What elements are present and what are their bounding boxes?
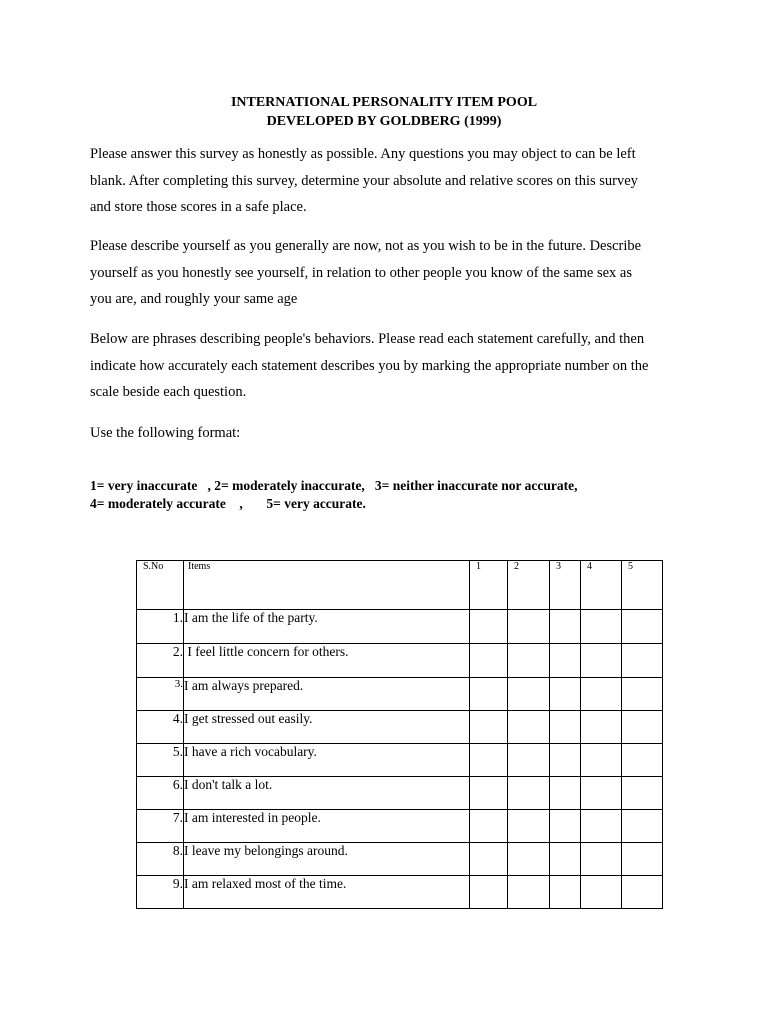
row-item-statement: I leave my belongings around.: [184, 843, 470, 876]
paragraph-line: blank. After completing this survey, determine your absolute and relative scores on this survey: [90, 172, 638, 189]
rating-cell-5[interactable]: [622, 644, 663, 678]
rating-cell-2[interactable]: [508, 777, 550, 810]
paragraph-format-intro: [90, 420, 690, 447]
rating-cell-1[interactable]: [470, 678, 508, 711]
row-serial-number: 3.: [137, 678, 184, 711]
rating-cell-1[interactable]: [470, 744, 508, 777]
paragraph-line: Please describe yourself as you generally are now, not as you wish to be in the future. Describe: [90, 238, 642, 254]
rating-cell-4[interactable]: [581, 610, 622, 644]
rating-cell-2[interactable]: [508, 843, 550, 876]
document-title-line-2: DEVELOPED BY GOLDBERG (1999): [266, 114, 502, 129]
row-serial-number: 2.: [137, 644, 184, 678]
rating-cell-5[interactable]: [622, 876, 663, 909]
row-serial-number: 6.: [137, 777, 184, 810]
rating-cell-5[interactable]: [622, 711, 663, 744]
survey-table: [136, 560, 663, 909]
rating-cell-3[interactable]: [550, 644, 581, 678]
rating-cell-4[interactable]: [581, 678, 622, 711]
rating-cell-5[interactable]: [622, 744, 663, 777]
row-serial-number: 8.: [137, 843, 184, 876]
rating-cell-4[interactable]: [581, 777, 622, 810]
row-serial-number: 4.: [137, 711, 184, 744]
rating-cell-5[interactable]: [622, 610, 663, 644]
row-serial-number: 5.: [137, 744, 184, 777]
rating-cell-3[interactable]: [550, 810, 581, 843]
rating-cell-4[interactable]: [581, 843, 622, 876]
row-item-statement: I am interested in people.: [184, 810, 470, 843]
rating-cell-5[interactable]: [622, 777, 663, 810]
rating-cell-2[interactable]: [508, 610, 550, 644]
rating-cell-2[interactable]: [508, 810, 550, 843]
table-row: [137, 876, 663, 909]
rating-cell-3[interactable]: [550, 777, 581, 810]
rating-cell-1[interactable]: [470, 777, 508, 810]
rating-cell-1[interactable]: [470, 843, 508, 876]
rating-cell-3[interactable]: [550, 876, 581, 909]
paragraph-line: and store those scores in a safe place.: [90, 199, 307, 215]
paragraph-instructions-3: [90, 326, 690, 406]
header-rating-1: 1: [470, 561, 508, 610]
paragraph-line: you are, and roughly your same age: [90, 291, 298, 307]
rating-cell-4[interactable]: [581, 644, 622, 678]
table-row: [137, 744, 663, 777]
header-items: Items: [184, 561, 470, 610]
paragraph-line: Please answer this survey as honestly as possible. Any questions you may object to can be left: [90, 146, 636, 162]
paragraph-instructions-1: [90, 141, 690, 221]
rating-cell-3[interactable]: [550, 843, 581, 876]
row-item-statement: I get stressed out easily.: [184, 711, 470, 744]
row-serial-number: 7.: [137, 810, 184, 843]
rating-cell-5[interactable]: [622, 810, 663, 843]
row-item-statement: I am relaxed most of the time.: [184, 876, 470, 909]
row-item-statement: I am the life of the party.: [184, 610, 470, 644]
rating-cell-3[interactable]: [550, 678, 581, 711]
table-header-row: [137, 561, 663, 610]
scale-legend-line-1: 1= very inaccurate , 2= moderately inaccurate, 3= neither inaccurate nor accurate,: [90, 478, 578, 493]
paragraph-line: indicate how accurately each statement describes you by marking the appropriate number on the: [90, 357, 649, 374]
header-rating-5: 5: [622, 561, 663, 610]
paragraph-instructions-2: [90, 233, 690, 313]
table-row: [137, 843, 663, 876]
row-item-statement: I am always prepared.: [184, 678, 470, 711]
header-rating-4: 4: [581, 561, 622, 610]
rating-cell-2[interactable]: [508, 876, 550, 909]
table-row: [137, 644, 663, 678]
document-title-line-1: INTERNATIONAL PERSONALITY ITEM POOL: [230, 95, 538, 110]
rating-cell-1[interactable]: [470, 711, 508, 744]
rating-cell-3[interactable]: [550, 744, 581, 777]
rating-cell-5[interactable]: [622, 678, 663, 711]
rating-cell-2[interactable]: [508, 678, 550, 711]
rating-cell-2[interactable]: [508, 644, 550, 678]
paragraph-line: scale beside each question.: [90, 384, 247, 400]
table-row: [137, 810, 663, 843]
scale-legend-line-2: 4= moderately accurate , 5= very accurate.: [90, 496, 366, 511]
table-row: [137, 678, 663, 711]
rating-cell-4[interactable]: [581, 711, 622, 744]
rating-cell-2[interactable]: [508, 744, 550, 777]
paragraph-line: yourself as you honestly see yourself, in relation to other people you know of the same sex as: [90, 264, 633, 281]
rating-cell-3[interactable]: [550, 610, 581, 644]
row-serial-number: 9.: [137, 876, 184, 909]
rating-cell-1[interactable]: [470, 610, 508, 644]
table-row: [137, 777, 663, 810]
row-serial-number: 1.: [137, 610, 184, 644]
paragraph-line: Below are phrases describing people's behaviors. Please read each statement carefully, and then: [90, 331, 645, 347]
header-rating-2: 2: [508, 561, 550, 610]
row-item-statement: I have a rich vocabulary.: [184, 744, 470, 777]
table-row: [137, 711, 663, 744]
rating-cell-4[interactable]: [581, 744, 622, 777]
rating-cell-5[interactable]: [622, 843, 663, 876]
rating-cell-1[interactable]: [470, 810, 508, 843]
rating-cell-4[interactable]: [581, 876, 622, 909]
paragraph-line: Use the following format:: [90, 425, 241, 441]
row-item-statement: I feel little concern for others.: [184, 644, 470, 678]
row-item-statement: I don't talk a lot.: [184, 777, 470, 810]
rating-cell-4[interactable]: [581, 810, 622, 843]
rating-cell-1[interactable]: [470, 876, 508, 909]
rating-cell-1[interactable]: [470, 644, 508, 678]
rating-cell-3[interactable]: [550, 711, 581, 744]
rating-cell-2[interactable]: [508, 711, 550, 744]
header-rating-3: 3: [550, 561, 581, 610]
header-sno: S.No: [137, 561, 184, 610]
table-row: [137, 610, 663, 644]
